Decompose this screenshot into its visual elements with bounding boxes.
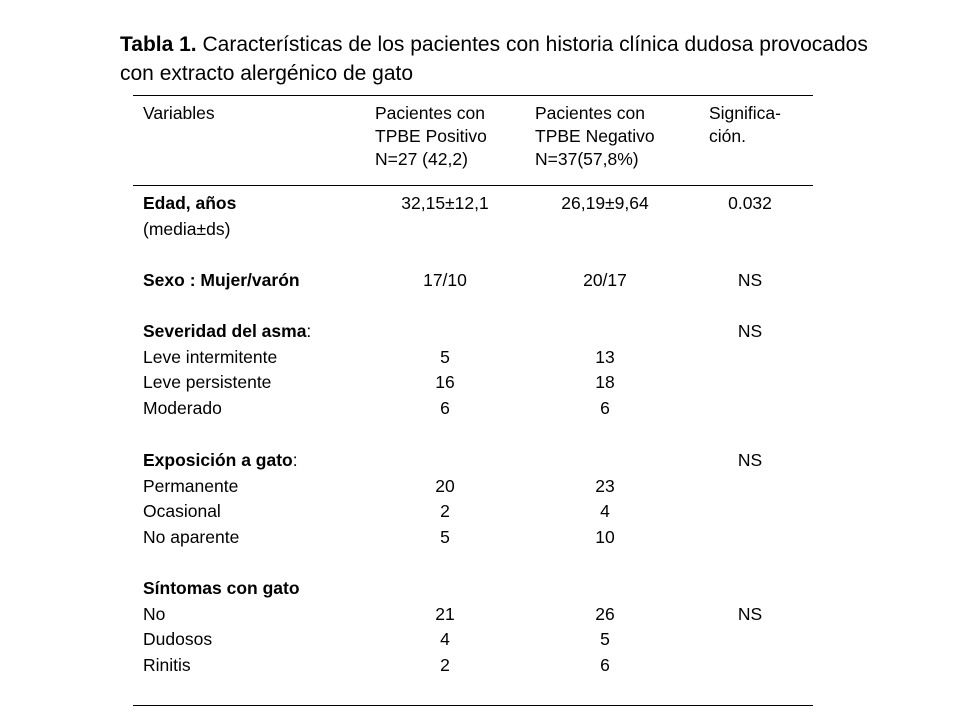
table-header-rule <box>133 185 813 186</box>
row-label-text: Edad, años <box>143 193 237 213</box>
row-label <box>143 577 300 600</box>
cell-negative: 4 <box>600 501 610 521</box>
row-label <box>143 449 298 472</box>
cell-negative: 26 <box>595 604 615 624</box>
cell-negative: 18 <box>595 372 615 392</box>
row-label-text: Leve intermitente <box>143 347 278 367</box>
header-significance-line: ción. <box>709 126 746 146</box>
row-label-text: Dudosos <box>143 629 213 649</box>
row-label <box>143 526 239 549</box>
row-label <box>143 628 212 651</box>
row-label-text: No aparente <box>143 527 240 547</box>
table-bottom-rule <box>133 705 813 706</box>
row-label-colon: : <box>306 321 312 341</box>
cell-negative: 10 <box>595 527 615 547</box>
row-label-text: Permanente <box>143 476 239 496</box>
header-variables-label: Variables <box>143 103 215 123</box>
row-label <box>143 603 165 626</box>
cell-positive: 16 <box>435 372 455 392</box>
cell-negative: 13 <box>595 347 615 367</box>
row-label-text: Severidad del asma <box>143 321 307 341</box>
row-label-colon: : <box>292 450 298 470</box>
cell-significance: NS <box>737 321 763 341</box>
row-label <box>143 192 236 215</box>
row-label <box>143 475 238 498</box>
cell-negative: 26,19±9,64 <box>561 193 649 213</box>
cell-negative: 6 <box>600 398 610 418</box>
header-variables <box>143 102 215 125</box>
row-label <box>143 320 311 343</box>
cell-negative: 6 <box>600 655 610 675</box>
cell-negative: 23 <box>595 476 615 496</box>
row-label-text: Moderado <box>143 398 222 418</box>
row-label-text: Ocasional <box>143 501 221 521</box>
header-significance-line: Significa- <box>709 103 781 123</box>
cell-positive: 32,15±12,1 <box>401 193 489 213</box>
cell-positive: 6 <box>440 398 450 418</box>
row-label <box>143 654 191 677</box>
row-label-text: Leve persistente <box>143 372 272 392</box>
row-label <box>143 371 271 394</box>
row-label <box>143 346 277 369</box>
row-label-text: Síntomas con gato <box>143 578 300 598</box>
table-caption: Características de los pacientes con historia clínica dudosa provocados con extracto alergénico de gato <box>120 33 868 85</box>
cell-negative: 5 <box>600 629 610 649</box>
table-number: Tabla 1. <box>120 33 197 56</box>
header-negative <box>535 102 655 171</box>
cell-positive: 2 <box>440 501 450 521</box>
cell-significance: 0.032 <box>728 193 772 213</box>
cell-positive: 2 <box>440 655 450 675</box>
cell-positive: 21 <box>435 604 455 624</box>
header-positive <box>375 102 487 171</box>
row-label-text: Rinitis <box>143 655 191 675</box>
row-label <box>143 218 230 241</box>
row-label <box>143 397 222 420</box>
header-positive-line: Pacientes con <box>375 103 485 123</box>
cell-positive: 5 <box>440 527 450 547</box>
header-negative-line: TPBE Negativo <box>535 126 655 146</box>
cell-negative: 20/17 <box>583 270 627 290</box>
row-label-text: Exposición a gato <box>143 450 293 470</box>
cell-positive: 20 <box>435 476 455 496</box>
header-positive-line: TPBE Positivo <box>375 126 487 146</box>
row-label <box>143 500 221 523</box>
cell-positive: 5 <box>440 347 450 367</box>
header-negative-line: N=37(57,8%) <box>535 149 639 169</box>
cell-positive: 4 <box>440 629 450 649</box>
row-label <box>143 269 300 292</box>
cell-significance: NS <box>737 270 763 290</box>
cell-positive: 17/10 <box>423 270 467 290</box>
row-label-text: (media±ds) <box>143 219 231 239</box>
header-negative-line: Pacientes con <box>535 103 645 123</box>
row-label-text: No <box>143 604 166 624</box>
row-label-text: Sexo : Mujer/varón <box>143 270 300 290</box>
header-positive-line: N=27 (42,2) <box>375 149 468 169</box>
cell-significance: NS <box>737 450 763 470</box>
cell-significance: NS <box>737 604 763 624</box>
header-significance <box>709 102 781 148</box>
table-title <box>120 30 900 88</box>
table-top-rule <box>133 95 813 96</box>
